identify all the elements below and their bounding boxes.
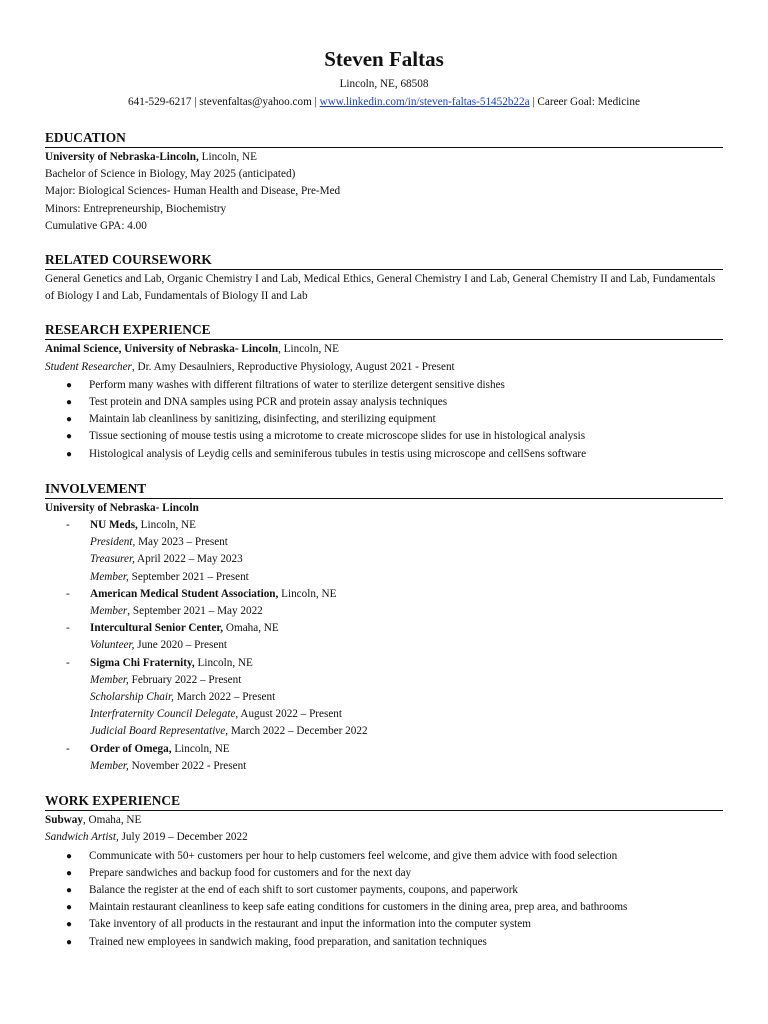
coursework-section (45, 251, 768, 305)
role-dates: September 2021 – Present (128, 570, 249, 583)
role-title: Member, (90, 759, 129, 772)
dash-marker: - (66, 742, 70, 755)
role-dates: February 2022 – Present (128, 673, 242, 686)
org-role-line (90, 706, 768, 723)
separator: | (191, 95, 200, 108)
bullet-item (45, 934, 768, 951)
dash-marker: - (66, 622, 70, 635)
coursework-text: General Genetics and Lab, Organic Chemistry I and Lab, Medical Ethics, General Chemistry I and Lab, General Chemistry II and Lab, Fundamentals of Biology I and Lab, Fundamentals of Biology II and Lab (45, 273, 716, 303)
involvement-org (45, 655, 768, 741)
bullet-item (45, 865, 768, 882)
research-section (45, 321, 768, 462)
org-role-line (90, 637, 768, 654)
research-bullet-list (45, 377, 768, 463)
org-role-line (90, 603, 768, 620)
bullet-icon: ● (66, 884, 73, 896)
bullet-text: Histological analysis of Leydig cells and seminiferous tubules in testis using microscope and cellSens software (89, 447, 587, 460)
role-title: Member, (90, 570, 129, 583)
role-dates: March 2022 – Present (173, 691, 276, 704)
org-location: Lincoln, NE (194, 656, 253, 669)
bullet-text: Test protein and DNA samples using PCR and protein assay analysis techniques (89, 396, 448, 409)
org-heading (90, 741, 768, 758)
education-detail-line: Minors: Entrepreneurship, Biochemistry (45, 202, 227, 215)
separator: | (311, 95, 320, 108)
email-text: stevenfaltas@yahoo.com (199, 95, 312, 108)
work-org: Subway (45, 814, 83, 827)
role-title: Member (90, 605, 128, 618)
involvement-org (45, 517, 768, 586)
career-goal-text: Career Goal: Medicine (537, 95, 640, 108)
org-heading (90, 586, 768, 603)
role-title: Member, (90, 673, 129, 686)
dash-marker: - (66, 519, 70, 532)
bullet-text: Maintain lab cleanliness by sanitizing, disinfecting, and sterilizing equipment (89, 413, 436, 426)
org-location: Lincoln, NE (278, 587, 337, 600)
role-dates: June 2020 – Present (134, 639, 228, 652)
org-role-line (90, 534, 768, 551)
role-title: President, (90, 536, 136, 549)
work-org-line (45, 812, 725, 829)
bullet-icon: ● (66, 902, 73, 914)
bullet-text: Prepare sandwiches and backup food for customers and for the next day (89, 866, 412, 879)
work-role: Sandwich Artist, (45, 831, 119, 844)
org-name: American Medical Student Association, (90, 587, 279, 600)
linkedin-link[interactable]: www.linkedin.com/in/steven-faltas-51452b22a (319, 95, 530, 108)
contact-line (45, 94, 723, 112)
work-role-dates: July 2019 – December 2022 (118, 831, 248, 844)
research-role-line (45, 359, 725, 376)
role-dates: November 2022 - Present (128, 759, 247, 772)
involvement-university: University of Nebraska- Lincoln (45, 501, 199, 514)
bullet-text: Maintain restaurant cleanliness to keep safe eating conditions for customers in the dining area, prep area, and bathrooms (89, 901, 628, 914)
bullet-item (45, 848, 768, 865)
education-detail-line: Bachelor of Science in Biology, May 2025 (anticipated) (45, 168, 296, 181)
bullet-text: Trained new employees in sandwich making, food preparation, and sanitation techniques (89, 935, 487, 948)
role-dates: , September 2021 – May 2022 (127, 605, 263, 618)
bullet-icon: ● (66, 850, 73, 862)
bullet-icon: ● (66, 919, 73, 931)
involvement-org (45, 620, 768, 654)
involvement-section (45, 480, 768, 775)
education-school-line (45, 149, 725, 166)
org-location: Lincoln, NE (137, 519, 196, 532)
role-dates: March 2022 – December 2022 (228, 725, 368, 738)
research-role: Student Researcher (45, 360, 132, 373)
bullet-item (45, 899, 768, 916)
org-role-line (90, 551, 768, 568)
org-role-line (90, 569, 768, 586)
org-heading (90, 620, 768, 637)
role-title: Judicial Board Representative, (90, 725, 229, 738)
work-org-location: , Omaha, NE (82, 814, 142, 827)
bullet-item (45, 882, 768, 899)
involvement-org (45, 586, 768, 620)
role-dates: April 2022 – May 2023 (134, 553, 243, 566)
involvement-org-list (45, 517, 768, 775)
coursework-heading: RELATED COURSEWORK (45, 251, 723, 270)
bullet-text: Take inventory of all products in the restaurant and input the information into the computer system (89, 918, 531, 931)
involvement-org (45, 741, 768, 775)
org-heading (90, 517, 768, 534)
org-location: Lincoln, NE (171, 742, 230, 755)
role-title: Interfraternity Council Delegate, (90, 708, 239, 721)
bullet-item (45, 394, 768, 411)
work-section (45, 792, 768, 951)
org-location: Omaha, NE (223, 622, 279, 635)
bullet-item (45, 411, 768, 428)
dash-marker: - (66, 656, 70, 669)
org-role-line (90, 689, 768, 706)
org-name: Intercultural Senior Center, (90, 622, 224, 635)
bullet-item (45, 916, 768, 933)
bullet-item (45, 377, 768, 394)
bullet-icon: ● (66, 431, 73, 443)
resume-name: Steven Faltas (324, 47, 444, 71)
research-heading: RESEARCH EXPERIENCE (45, 321, 723, 340)
research-org-line (45, 341, 725, 358)
research-role-detail: , Dr. Amy Desaulniers, Reproductive Physiology, August 2021 - Present (131, 360, 455, 373)
school-location: Lincoln, NE (198, 151, 257, 163)
org-role-line (90, 723, 768, 740)
address-line: Lincoln, NE, 68508 (339, 78, 429, 90)
work-bullet-list (45, 848, 768, 951)
org-name: Sigma Chi Fraternity, (90, 656, 195, 669)
org-role-line (90, 672, 768, 689)
education-detail-line: Major: Biological Sciences- Human Health and Disease, Pre-Med (45, 185, 341, 198)
education-heading: EDUCATION (45, 129, 723, 148)
bullet-text: Tissue sectioning of mouse testis using a microtome to create microscope slides for use in histological analysis (89, 430, 586, 443)
bullet-icon: ● (66, 379, 73, 391)
work-role-line (45, 829, 725, 846)
research-org: Animal Science, University of Nebraska- Lincoln (45, 343, 279, 356)
education-details (45, 166, 768, 235)
phone-text: 641-529-6217 (128, 95, 192, 108)
org-heading (90, 655, 768, 672)
bullet-item (45, 428, 768, 445)
bullet-icon: ● (66, 397, 73, 409)
org-role-line (90, 758, 768, 775)
bullet-icon: ● (66, 414, 73, 426)
role-title: Volunteer, (90, 639, 135, 652)
role-dates: May 2023 – Present (135, 536, 228, 549)
bullet-icon: ● (66, 867, 73, 879)
bullet-text: Balance the register at the end of each shift to sort customer payments, coupons, and paperwork (89, 883, 519, 896)
role-dates: August 2022 – Present (238, 708, 342, 721)
research-org-location: , Lincoln, NE (278, 343, 339, 356)
education-detail-line: Cumulative GPA: 4.00 (45, 219, 147, 232)
school-name: University of Nebraska-Lincoln, (45, 151, 199, 163)
org-name: NU Meds, (90, 519, 138, 532)
dash-marker: - (66, 587, 70, 600)
bullet-text: Communicate with 50+ customers per hour to help customers feel welcome, and give them advice with food selection (89, 849, 618, 862)
involvement-heading: INVOLVEMENT (45, 480, 723, 499)
bullet-text: Perform many washes with different filtrations of water to sterilize detergent sensitive dishes (89, 378, 505, 391)
bullet-item (45, 446, 768, 463)
education-section (45, 129, 768, 235)
bullet-icon: ● (66, 448, 73, 460)
bullet-icon: ● (66, 936, 73, 948)
org-name: Order of Omega, (90, 742, 172, 755)
separator: | (529, 95, 538, 108)
role-title: Treasurer, (90, 553, 135, 566)
role-title: Scholarship Chair, (90, 691, 174, 704)
work-heading: WORK EXPERIENCE (45, 792, 723, 811)
